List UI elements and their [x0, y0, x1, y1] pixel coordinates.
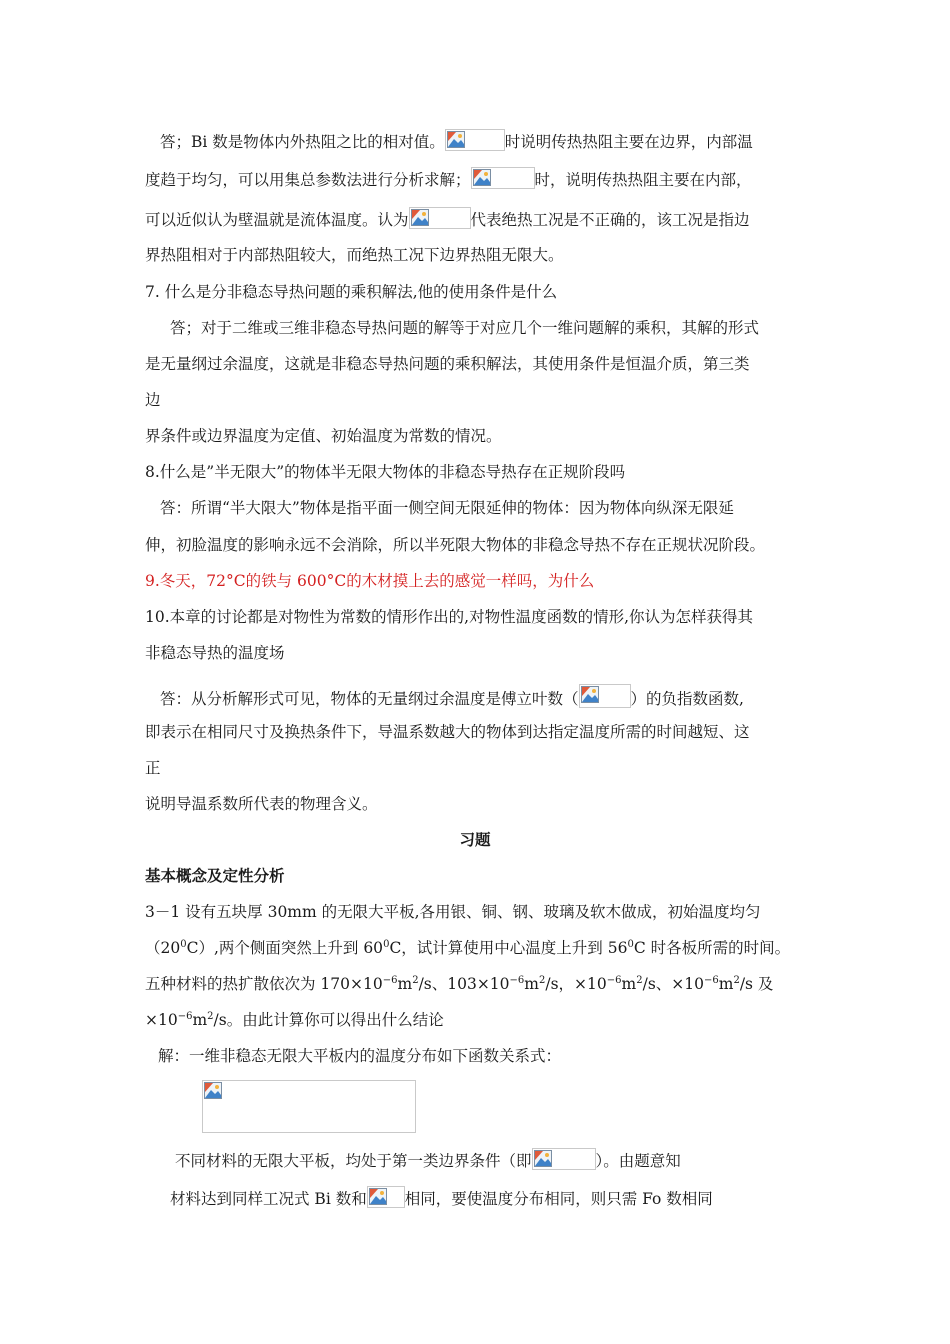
answer-6-line-4: 界热阻相对于内部热阻较大，而绝热工况下边界热阻无限大。	[145, 246, 564, 264]
solution-line-3: 材料达到同样工况式 Bi 数和 相同，要使温度分布相同，则只需 Fo 数相同	[170, 1186, 713, 1210]
answer-6-line-1: 答；Bi 数是物体内外热阻之比的相对值。 时说明传热热阻主要在边界，内部温	[160, 129, 753, 153]
formula-image	[409, 207, 471, 229]
solution-line-1: 解：一维非稳态无限大平板内的温度分布如下函数关系式：	[158, 1047, 562, 1065]
answer-6-line-3: 可以近似认为壁温就是流体温度。认为 代表绝热工况是不正确的，该工况是指边	[145, 207, 750, 231]
problem-3-1-line-3: 五种材料的热扩散依次为 $170\times 10^{-6}m^2/s$、$103\times 10^{-6}m^2/s$，$\times 10^{-6}m^2/s$、$\times 10^{-6}m^2/s$ 及	[145, 975, 774, 993]
question-10-line-2: 非稳态导热的温度场	[145, 644, 285, 662]
formula-image	[445, 129, 505, 151]
broken-image-icon	[411, 209, 429, 226]
problem-3-1-line-4: $\times 10^{-6}m^2/s$。由此计算你可以得出什么结论	[145, 1011, 444, 1029]
formula-image	[579, 684, 631, 708]
broken-image-icon	[581, 686, 599, 703]
answer-10-line-4: 说明导温系数所代表的物理含义。	[145, 795, 378, 813]
answer-6-line-2: 度趋于均匀，可以用集总参数法进行分析求解； 时，说明传热热阻主要在内部，	[145, 167, 752, 191]
answer-8-line-1: 答：所谓“半大限大”物体是指平面一侧空间无限延伸的物体：因为物体向纵深无限延	[160, 499, 734, 517]
solution-line-2: 不同材料的无限大平板，均处于第一类边界条件（即 ）。由题意知	[175, 1148, 681, 1172]
answer-7-line-4: 界条件或边界温度为定值、初始温度为常数的情况。	[145, 427, 502, 445]
broken-image-icon	[447, 131, 465, 148]
question-8: 8.什么是”半无限大”的物体半无限大物体的非稳态导热存在正规阶段吗	[145, 463, 626, 481]
formula-image	[471, 167, 535, 189]
section-heading: 习题	[459, 830, 491, 849]
subsection-heading: 基本概念及定性分析	[145, 866, 285, 885]
answer-7-line-1: 答；对于二维或三维非稳态导热问题的解等于对应几个一维问题解的乘积，其解的形式	[170, 319, 760, 337]
answer-7-line-3: 边	[145, 391, 161, 409]
broken-image-icon	[369, 1188, 387, 1205]
answer-7-line-2: 是无量纲过余温度，这就是非稳态导热问题的乘积解法，其使用条件是恒温介质，第三类	[145, 355, 750, 373]
question-9: 9.冬天，72°C的铁与 600°C的木材摸上去的感觉一样吗，为什么	[145, 572, 595, 590]
formula-image	[367, 1186, 405, 1208]
answer-10-line-2: 即表示在相同尺寸及换热条件下，导温系数越大的物体到达指定温度所需的时间越短、这	[145, 723, 750, 741]
answer-8-line-2: 伸，初脸温度的影响永远不会消除，所以半死限大物体的非稳念导热不存在正规状况阶段。	[145, 536, 766, 554]
formula-image-large	[202, 1080, 416, 1133]
formula-image	[532, 1148, 596, 1170]
answer-10-line-3: 正	[145, 759, 161, 777]
answer-10-line-1: 答：从分析解形式可见，物体的无量纲过余温度是傅立叶数（ ）的负指数函数,	[160, 684, 744, 710]
problem-3-1-line-1: 3－1 设有五块厚 30mm 的无限大平板,各用银、铜、钢、玻璃及软木做成，初始温度均匀	[145, 903, 761, 921]
question-10-line-1: 10.本章的讨论都是对物性为常数的情形作出的,对物性温度函数的情形,你认为怎样获得其	[145, 608, 754, 626]
question-7: 7. 什么是分非稳态导热问题的乘积解法,他的使用条件是什么	[145, 283, 558, 301]
broken-image-icon	[534, 1150, 552, 1167]
problem-3-1-line-2: $(20^0C)$,两个侧面突然上升到 $60^0C$，试计算使用中心温度上升到 $56^0C$ 时各板所需的时间。	[145, 939, 791, 957]
broken-image-icon	[204, 1082, 222, 1099]
broken-image-icon	[473, 169, 491, 186]
